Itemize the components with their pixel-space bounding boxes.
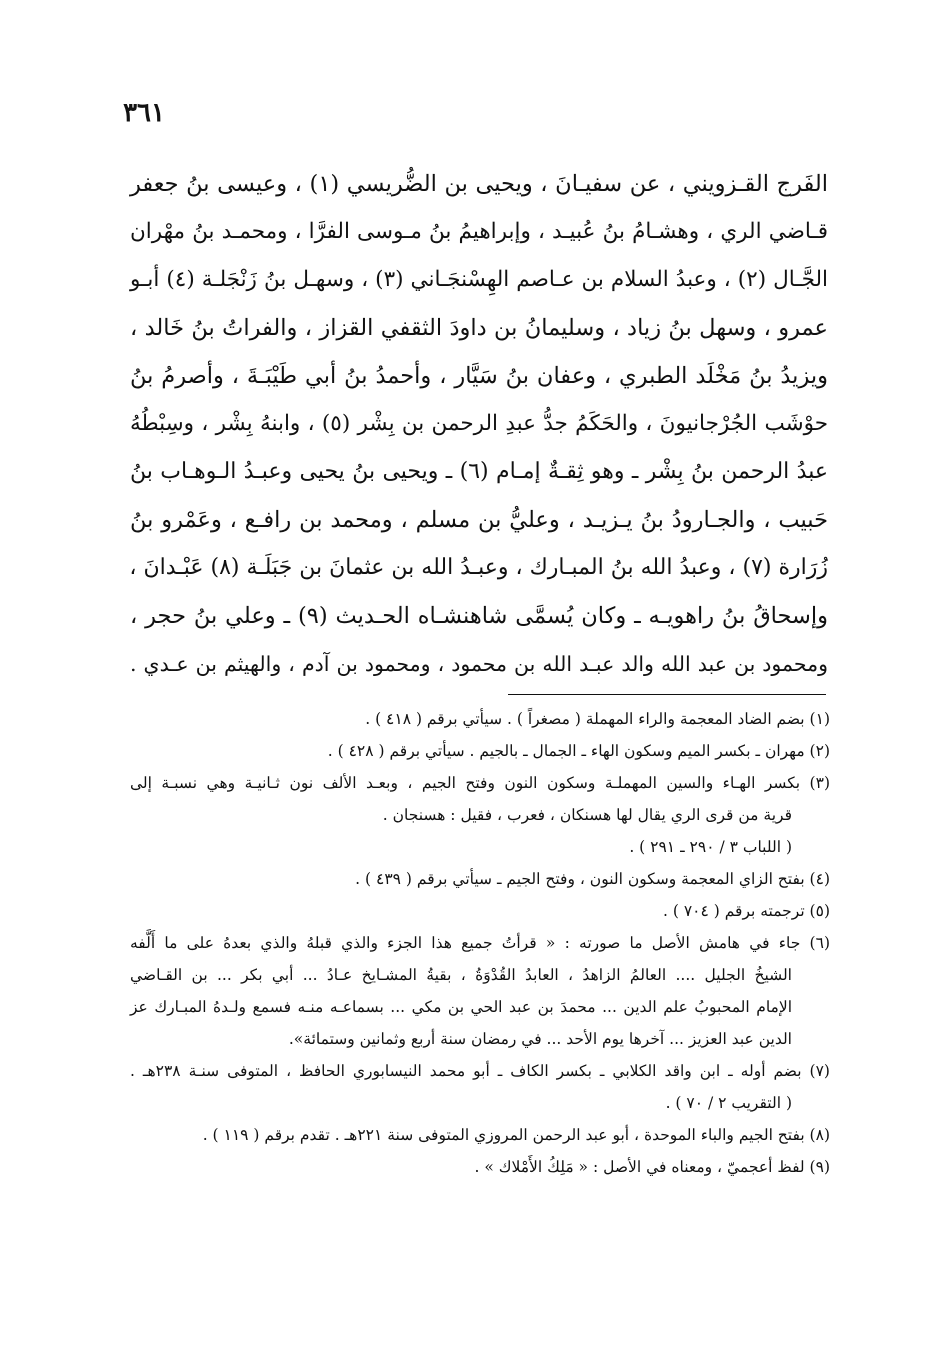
body-line: عمرو ، وسهل بنُ زياد ، وسليمانُ بن داودَ الثقفي القزاز ، والفراتُ بنُ خَالد ، (130, 315, 828, 341)
footnote-line: (٨) بفتح الجيم والباء الموحدة ، أبو عبد الرحمن المروزي المتوفى سنة ٢٢١هـ . تقدم برقم ( ١١٩ ) . (202, 1126, 830, 1144)
page-number: ٣٦١ (123, 98, 165, 128)
footnote-line: (٥) ترجمته برقم ( ٧٠٤ ) . (663, 902, 830, 920)
body-line: زُرَارة (٧) ، وعبدُ الله بنُ المبـارك ، وعبـدُ الله بن عثمانَ بن جَبَلَـة (٨) عَبْـدانَ ، (129, 555, 828, 580)
body-line: ويزيدُ بنُ مَخْلَد الطبري ، وعفان بنُ سَيَّار ، وأحمدُ بنُ أبي طَيْبَـةَ ، وأصرمُ بنُ (130, 363, 828, 389)
body-line: وإسحاقُ بنُ راهويـه ـ وكان يُسمَّى شاهنشـاه الحـديث (٩) ـ وعلي بنُ حجر ، (130, 603, 829, 629)
footnote-line: (٦) جاء في هامش الأصل ما صورته : « قرأتُ جميع هذا الجزء والذي قبلهُ والذي بعدهُ على ما أَلَّفه (130, 934, 830, 952)
body-line: عبدُ الرحمن بنُ بِشْر ـ وهو ثِقـةٌ إمـام (٦) ـ ويحيى بنُ يحيى وعبـدُ الـوهـاب بنُ (130, 459, 828, 484)
footnotes (130, 703, 830, 1183)
footnote-divider (508, 694, 826, 695)
body-line: الفَرج القـزويني ، عن سفيـانَ ، ويحيى بن الضُّريسي (١) ، وعيسى بنُ جعفر (130, 171, 828, 197)
footnote-line: الشيخُ الجليل .... العالمُ الزاهدُ ، العابدُ القُدْوَةُ ، بقيةُ المشـايخ عـادُ ... أبي بكر ... بن القـاضي (130, 966, 792, 984)
main-text (130, 160, 828, 688)
footnote-line: (٩) لفظ أعجميّ ، ومعناه في الأصل : « مَلِكُ الأَمْلاك » . (474, 1158, 830, 1176)
footnote-line: الإمام المحبوبُ علم الدين ... محمدَ بن عبد الحي بن مكي ... بسماعـه منـه فسمع ولـدهُ المبـارك عز (130, 998, 792, 1016)
body-line: الجَّـال (٢) ، وعبدُ السلام بن عـاصم الهِسْنجَـاني (٣) ، وسهـل بنُ زَنْجَلـة (٤) أبـو (130, 267, 828, 292)
footnote-line: قرية من قرى الري يقال لها هسنكان ، فعرب ، فقيل : هسنجان . (382, 806, 792, 824)
body-line: حَبيب ، والجـارودُ بنُ يـزيـد ، وعليُّ بن مسلم ، ومحمد بن رافـع ، وعَمْرو بنُ (130, 507, 828, 533)
footnote-line: ( التقريب ٢ / ٧٠ ) . (665, 1094, 792, 1112)
footnote-line: الدين عبد العزيز ... آخرها يوم الأحد ... في رمضان سنة أربع وثمانين وستمائة». (288, 1030, 792, 1048)
body-line: ومحمود بن عبد الله والد عبـد الله بن محمود ، ومحمود بن آدم ، والهيثم بن عـدي . (130, 652, 828, 676)
footnote-line: (٣) بكسر الهـاء والسين المهملـة وسكون النون وفتح الجيم ، وبعـد الألف نون ثـانيـة وهي نسبـة إلى (130, 774, 830, 792)
footnote-line: ( اللباب ٣ / ٢٩٠ ـ ٢٩١ ) . (629, 838, 792, 856)
footnote-line: (٤) بفتح الزاي المعجمة وسكون النون ، وفتح الجيم ـ سيأتي برقم ( ٤٣٩ ) . (355, 870, 830, 888)
body-line: حوْشَب الجُرْجانيونَ ، والحَكَمُ جدُّ عبدِ الرحمن بن بِشْر (٥) ، وابنهُ بِشْر ، وسِبْطُهُ (130, 411, 828, 436)
footnote-line: (١) بضم الضاد المعجمة والراء المهملة ( مصغراً ) . سيأتي برقم ( ٤١٨ ) . (365, 710, 830, 728)
body-line: قـاضي الري ، وهشـامُ بنُ عُبيـد ، وإبراهيمُ بنُ مـوسى الفرَّا ، ومحمـد بنُ مهْران (130, 219, 828, 244)
footnote-line: (٧) بضم أوله ـ ابن واقد الكلابي ـ بكسر الكاف ـ أبو محمد النيسابوري الحافظ ، المتوفى سنـة ٢٣٨هـ . (130, 1062, 830, 1080)
footnote-line: (٢) مهران ـ بكسر الميم وسكون الهاء ـ الجمال ـ بالجيم . سيأتي برقم ( ٤٢٨ ) . (327, 742, 830, 760)
